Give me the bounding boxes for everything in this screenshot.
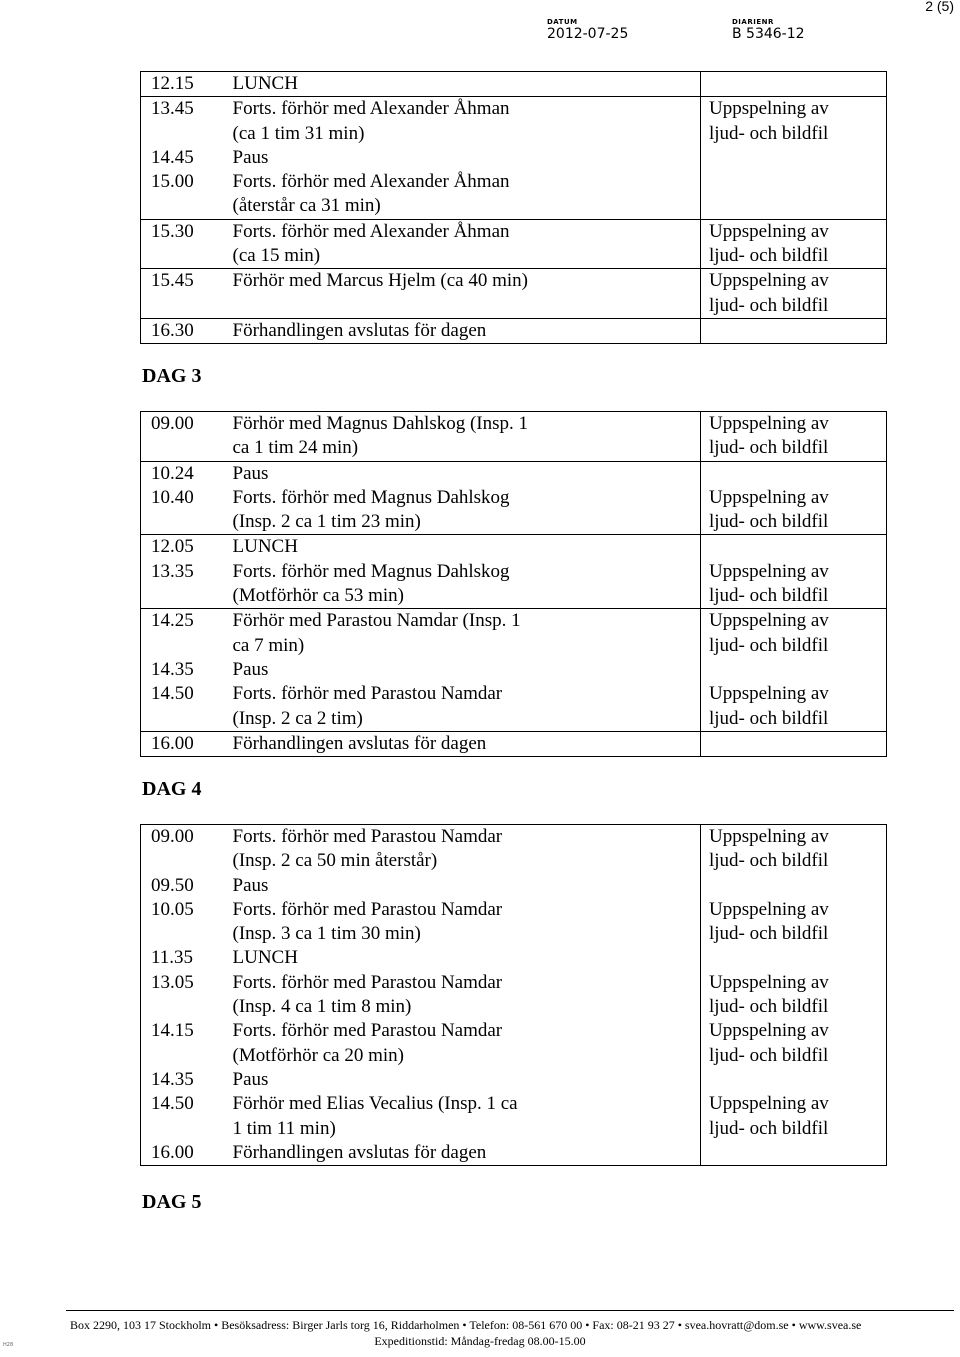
schedule-note-cell [701,219,887,269]
schedule-row [141,486,887,535]
schedule-time-cell [141,682,223,731]
schedule-activity-cell [223,72,701,97]
schedule-row [141,269,887,319]
schedule-row [141,318,887,343]
schedule-row [141,609,887,658]
schedule-note: Uppspelning av ljud- och bildfil [709,486,829,533]
schedule-note: Uppspelning av ljud- och bildfil [709,826,829,872]
schedule-note-cell [701,946,887,970]
schedule-activity: Förhör med Magnus Dahlskog (Insp. 1 ca 1 tim 24 min) [232,413,529,459]
schedule-note: Uppspelning av ljud- och bildfil [709,220,829,267]
page-number: 2 (5) [925,0,954,14]
schedule-note-cell [701,170,887,219]
schedule-activity: Forts. förhör med Magnus Dahlskog (Insp. 2 ca 1 tim 23 min) [232,486,510,533]
footer-address: Box 2290, 103 17 Stockholm • Besöksadress: Birger Jarls torg 16, Riddarholmen • Telefon: 08-561 670 00 • Fax: 08-21 93 27 • svea.hovratt@dom.se • www.svea.se [70,1318,862,1332]
schedule-time-cell [141,269,223,319]
schedule-note: Uppspelning av ljud- och bildfil [709,610,829,656]
schedule-time: 14.15 [151,1020,194,1042]
schedule-activity-cell [223,609,701,658]
schedule-note: Uppspelning av ljud- och bildfil [709,898,829,945]
schedule-activity-cell [223,731,701,756]
schedule-activity: Paus [232,874,269,896]
schedule-time-cell [141,535,223,560]
schedule-activity: Forts. förhör med Alexander Åhman (ca 1 tim 31 min) [232,98,510,144]
schedule-time-cell [141,874,223,898]
schedule-note-cell [701,72,887,97]
form-code: H28 [3,1342,14,1348]
schedule-row [141,535,887,560]
schedule-table-day-3 [140,411,887,757]
schedule-note: Uppspelning av ljud- och bildfil [709,971,829,1018]
schedule-time: 14.25 [151,610,194,632]
schedule-note-cell [701,318,887,343]
schedule-time: 14.50 [151,683,194,705]
schedule-time-cell [141,219,223,269]
schedule-time: 16.00 [151,732,194,754]
schedule-time-cell [141,946,223,970]
schedule-note: Uppspelning av ljud- och bildfil [709,1020,829,1066]
schedule-activity-cell [223,535,701,560]
schedule-activity-cell [223,486,701,535]
schedule-time-cell [141,412,223,462]
schedule-note-cell [701,486,887,535]
schedule-time: 13.05 [151,971,194,993]
schedule-activity-cell [223,1141,701,1166]
schedule-activity-cell [223,269,701,319]
schedule-time-cell [141,731,223,756]
schedule-activity-cell [223,219,701,269]
day-4-heading: DAG 4 [142,778,202,800]
schedule-time: 14.35 [151,658,194,680]
schedule-time-cell [141,1092,223,1141]
schedule-row [141,874,887,898]
schedule-activity-cell [223,560,701,609]
schedule-activity-cell [223,658,701,682]
schedule-row [141,1068,887,1092]
schedule-time: 10.24 [151,462,194,484]
schedule-activity-cell [223,461,701,486]
schedule-note: Uppspelning av ljud- och bildfil [709,1093,829,1139]
schedule-time: 09.50 [151,874,194,896]
schedule-row [141,898,887,947]
schedule-note-cell [701,682,887,731]
schedule-note-cell [701,97,887,146]
schedule-row [141,1092,887,1141]
schedule-activity: Paus [232,658,269,680]
schedule-time: 14.35 [151,1068,194,1090]
schedule-activity: Forts. förhör med Parastou Namdar (Insp. 4 ca 1 tim 8 min) [232,971,503,1018]
schedule-time: 12.05 [151,536,194,558]
schedule-note-cell [701,535,887,560]
date-value: 2012-07-25 [547,26,629,42]
schedule-note-cell [701,461,887,486]
schedule-activity-cell [223,971,701,1020]
schedule-note-cell [701,874,887,898]
schedule-time: 16.30 [151,319,194,341]
schedule-note: Uppspelning av ljud- och bildfil [709,683,829,729]
schedule-row [141,170,887,219]
schedule-time-cell [141,1141,223,1166]
schedule-activity-cell [223,170,701,219]
schedule-note: Uppspelning av ljud- och bildfil [709,270,829,316]
schedule-time-cell [141,486,223,535]
schedule-row [141,825,887,874]
schedule-activity-cell [223,825,701,874]
schedule-activity: Forts. förhör med Alexander Åhman (ca 15 min) [232,220,510,267]
schedule-time-cell [141,170,223,219]
schedule-row [141,682,887,731]
schedule-activity-cell [223,1068,701,1092]
schedule-note: Uppspelning av ljud- och bildfil [709,560,829,607]
schedule-activity: Paus [232,462,269,484]
schedule-activity: Förhandlingen avslutas för dagen [232,319,487,341]
date-label: DATUM [547,18,578,26]
schedule-activity-cell [223,874,701,898]
schedule-time: 16.00 [151,1141,194,1163]
schedule-activity-cell [223,1019,701,1068]
date-field [547,18,628,43]
schedule-activity: Förhör med Parastou Namdar (Insp. 1 ca 7 min) [232,610,521,656]
schedule-row [141,97,887,146]
schedule-time: 09.00 [151,826,194,847]
schedule-note-cell [701,1092,887,1141]
schedule-time: 15.00 [151,171,194,193]
schedule-activity: Forts. förhör med Parastou Namdar (Insp. 2 ca 50 min återstår) [232,826,503,872]
schedule-activity: Förhör med Marcus Hjelm (ca 40 min) [232,270,528,292]
schedule-row [141,971,887,1020]
schedule-activity-cell [223,898,701,947]
schedule-activity: Forts. förhör med Parastou Namdar (Motförhör ca 20 min) [232,1020,503,1066]
case-number-field [732,18,805,43]
day-3-heading: DAG 3 [142,365,202,387]
schedule-time: 12.15 [151,73,194,94]
schedule-note: Uppspelning av ljud- och bildfil [709,98,829,144]
footer-opening-hours: Expeditionstid: Måndag-fredag 08.00-15.00 [374,1334,586,1348]
schedule-time-cell [141,560,223,609]
schedule-note-cell [701,898,887,947]
schedule-activity-cell [223,318,701,343]
schedule-note-cell [701,825,887,874]
schedule-activity: LUNCH [232,536,298,558]
schedule-time: 14.50 [151,1093,194,1115]
schedule-note-cell [701,731,887,756]
schedule-activity: Forts. förhör med Parastou Namdar (Insp. 2 ca 2 tim) [232,683,503,729]
footer-divider [66,1310,954,1311]
schedule-activity-cell [223,146,701,170]
schedule-row [141,412,887,462]
schedule-table-day-2 [140,71,887,344]
schedule-row [141,946,887,970]
schedule-row [141,560,887,609]
schedule-row [141,1019,887,1068]
schedule-time: 13.35 [151,560,194,582]
schedule-time: 09.00 [151,413,194,434]
schedule-time-cell [141,1068,223,1092]
schedule-activity: LUNCH [232,947,298,969]
schedule-activity-cell [223,412,701,462]
schedule-note: Uppspelning av ljud- och bildfil [709,413,829,459]
schedule-note-cell [701,1141,887,1166]
schedule-row [141,461,887,486]
schedule-activity: Förhör med Elias Vecalius (Insp. 1 ca 1 tim 11 min) [232,1093,518,1139]
schedule-row [141,146,887,170]
case-number-value: B 5346-12 [732,26,805,42]
day-5-heading: DAG 5 [142,1191,202,1213]
schedule-time-cell [141,658,223,682]
schedule-activity: Paus [232,1068,269,1090]
schedule-time: 10.40 [151,486,194,508]
schedule-time: 14.45 [151,146,194,168]
schedule-time-cell [141,971,223,1020]
schedule-activity: Forts. förhör med Alexander Åhman (återstår ca 31 min) [232,171,510,217]
schedule-time-cell [141,461,223,486]
schedule-activity: Forts. förhör med Parastou Namdar (Insp. 3 ca 1 tim 30 min) [232,898,503,945]
schedule-time-cell [141,1019,223,1068]
schedule-note-cell [701,609,887,658]
schedule-time-cell [141,318,223,343]
schedule-note-cell [701,560,887,609]
schedule-activity-cell [223,97,701,146]
schedule-time-cell [141,609,223,658]
schedule-time-cell [141,146,223,170]
schedule-note-cell [701,658,887,682]
schedule-note-cell [701,269,887,319]
schedule-time-cell [141,825,223,874]
schedule-activity: Forts. förhör med Magnus Dahlskog (Motförhör ca 53 min) [232,560,510,607]
schedule-activity: Förhandlingen avslutas för dagen [232,1141,487,1163]
case-number-label: DIARIENR [732,18,774,26]
schedule-activity: LUNCH [232,73,298,94]
schedule-time: 10.05 [151,898,194,920]
schedule-note-cell [701,412,887,462]
schedule-row [141,72,887,97]
schedule-note-cell [701,971,887,1020]
schedule-row [141,658,887,682]
schedule-time-cell [141,898,223,947]
schedule-row [141,731,887,756]
schedule-note-cell [701,1019,887,1068]
schedule-row [141,219,887,269]
schedule-note-cell [701,1068,887,1092]
schedule-time: 15.30 [151,220,194,242]
schedule-row [141,1141,887,1166]
schedule-table-day-4 [140,824,887,1166]
schedule-time-cell [141,72,223,97]
schedule-time: 13.45 [151,98,194,120]
schedule-time-cell [141,97,223,146]
schedule-activity-cell [223,946,701,970]
schedule-time: 11.35 [151,947,194,969]
schedule-activity: Paus [232,146,269,168]
schedule-activity-cell [223,1092,701,1141]
schedule-activity-cell [223,682,701,731]
schedule-note-cell [701,146,887,170]
schedule-activity: Förhandlingen avslutas för dagen [232,732,487,754]
schedule-time: 15.45 [151,270,194,292]
